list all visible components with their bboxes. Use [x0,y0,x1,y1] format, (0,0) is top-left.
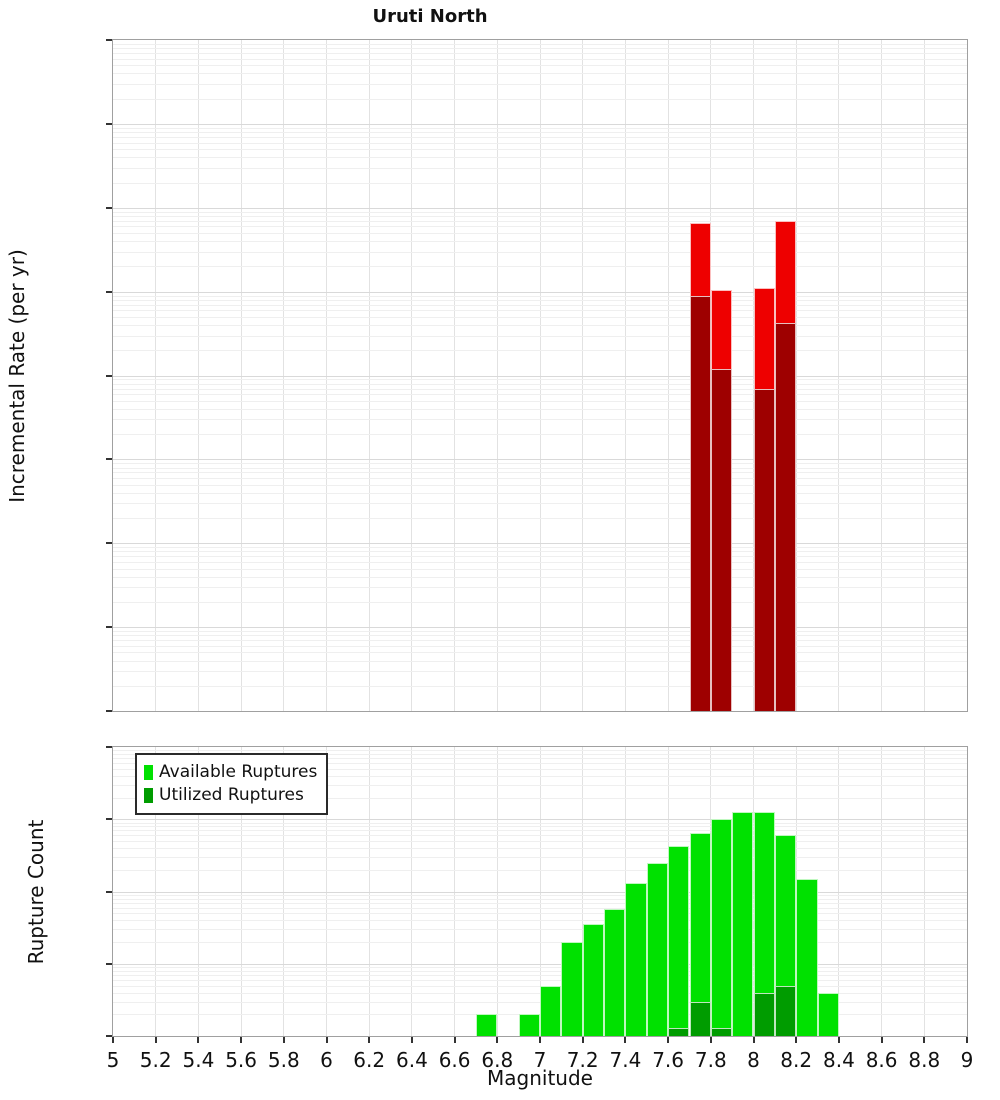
minor-gridline [113,908,967,909]
legend-swatch [144,765,153,780]
bar-utilized-ruptures [711,1028,732,1036]
minor-gridline [113,661,967,662]
x-tick [283,1037,285,1043]
minor-gridline [113,551,967,552]
minor-gridline [113,485,967,486]
minor-gridline [113,472,967,473]
minor-gridline [113,216,967,217]
minor-gridline [113,266,967,267]
x-tick-label: 6.6 [438,1048,471,1072]
x-tick [112,1037,114,1043]
bar-available-ruptures [583,924,604,1036]
x-tick-label: 6.4 [395,1048,428,1072]
x-tick-label: 5.6 [225,1048,257,1072]
minor-gridline [113,503,967,504]
minor-gridline [113,929,967,930]
major-gridline [113,543,967,544]
x-tick [197,1037,199,1043]
y-axis-label-incremental-rate: Incremental Rate (per yr) [5,249,29,503]
minor-gridline [113,895,967,896]
minor-gridline [113,826,967,827]
x-tick [326,1037,328,1043]
x-axis-label-magnitude: Magnitude [487,1066,593,1090]
minor-gridline [113,646,967,647]
bar-available-ruptures [647,863,668,1036]
minor-gridline [113,65,967,66]
y-tick [106,123,112,125]
minor-gridline [113,870,967,871]
x-tick-label: 7.4 [609,1048,642,1072]
minor-gridline [113,379,967,380]
minor-gridline [113,212,967,213]
minor-gridline [113,587,967,588]
x-tick-label: 9 [960,1048,974,1072]
minor-gridline [113,300,967,301]
bar-utilized-ruptures [690,1002,711,1037]
x-tick-label: 8.4 [822,1048,855,1072]
minor-gridline [113,233,967,234]
x-tick-label: 7.6 [652,1048,684,1072]
x-tick [368,1037,370,1043]
chart-title: Uruti North [372,6,488,27]
major-gridline [113,819,967,820]
legend-item-available-ruptures [144,762,317,782]
minor-gridline [113,899,967,900]
minor-gridline [113,652,967,653]
minor-gridline [113,975,967,976]
x-tick [710,1037,712,1043]
y-tick [106,626,112,628]
x-tick-label: 8 [747,1048,760,1072]
minor-gridline [113,99,967,100]
x-tick [753,1037,755,1043]
y-tick [106,375,112,377]
minor-gridline [113,478,967,479]
x-tick-label: 5.4 [182,1048,215,1072]
bar-available-ruptures [625,883,646,1036]
minor-gridline [113,468,967,469]
x-tick [667,1037,669,1043]
minor-gridline [113,221,967,222]
minor-gridline [113,336,967,337]
minor-gridline [113,518,967,519]
minor-gridline [113,183,967,184]
legend-label: Utilized Ruptures [159,785,304,805]
minor-gridline [113,967,967,968]
x-tick-label: 7 [533,1048,547,1072]
x-tick [496,1037,498,1043]
minor-gridline [113,384,967,385]
x-tick-label: 8.6 [865,1048,898,1072]
minor-gridline [113,562,967,563]
minor-gridline [113,317,967,318]
legend [135,753,328,815]
minor-gridline [113,835,967,836]
minor-gridline [113,980,967,981]
bar-nucleation [711,369,732,711]
minor-gridline [113,409,967,410]
minor-gridline [113,631,967,632]
minor-gridline [113,493,967,494]
minor-gridline [113,401,967,402]
minor-gridline [113,830,967,831]
minor-gridline [113,841,967,842]
bar-available-ruptures [519,1014,540,1036]
minor-gridline [113,903,967,904]
x-tick [155,1037,157,1043]
minor-gridline [113,168,967,169]
major-gridline [113,124,967,125]
x-tick [966,1037,968,1043]
x-tick [582,1037,584,1043]
x-tick-label: 8.8 [908,1048,941,1072]
x-tick-label: 7.8 [694,1048,727,1072]
minor-gridline [113,419,967,420]
y-tick [106,39,112,41]
minor-gridline [113,602,967,603]
legend-item-utilized-ruptures [144,785,317,805]
y-tick [106,458,112,460]
bar-available-ruptures [818,993,839,1037]
x-tick-label: 5.8 [267,1048,300,1072]
minor-gridline [113,350,967,351]
major-gridline [113,376,967,377]
bar-available-ruptures [540,986,561,1037]
minor-gridline [113,640,967,641]
minor-gridline [113,53,967,54]
minor-gridline [113,137,967,138]
minor-gridline [113,59,967,60]
bar-available-ruptures [561,942,582,1036]
minor-gridline [113,325,967,326]
minor-gridline [113,848,967,849]
minor-gridline [113,547,967,548]
major-gridline [113,627,967,628]
minor-gridline [113,73,967,74]
minor-gridline [113,463,967,464]
minor-gridline [113,84,967,85]
y-tick [106,746,112,748]
x-tick [454,1037,456,1043]
minor-gridline [113,389,967,390]
minor-gridline [113,226,967,227]
x-tick [838,1037,840,1043]
minor-gridline [113,671,967,672]
x-tick-label: 7.2 [566,1048,599,1072]
bar-nucleation [754,389,775,712]
minor-gridline [113,44,967,45]
x-tick [881,1037,883,1043]
y-tick [106,891,112,893]
minor-gridline [113,823,967,824]
minor-gridline [113,143,967,144]
minor-gridline [113,310,967,311]
minor-gridline [113,394,967,395]
x-tick [240,1037,242,1043]
minor-gridline [113,971,967,972]
x-tick-label: 5 [106,1048,120,1072]
x-tick [411,1037,413,1043]
minor-gridline [113,128,967,129]
y-tick [106,963,112,965]
minor-gridline [113,48,967,49]
x-tick-label: 5.2 [139,1048,172,1072]
minor-gridline [113,296,967,297]
y-tick [106,710,112,712]
major-gridline [113,292,967,293]
bar-utilized-ruptures [754,993,775,1037]
y-tick [106,542,112,544]
major-gridline [113,459,967,460]
major-gridline [113,964,967,965]
y-tick [106,818,112,820]
minor-gridline [113,942,967,943]
minor-gridline [113,305,967,306]
minor-gridline [113,750,967,751]
minor-gridline [113,157,967,158]
major-gridline [113,892,967,893]
minor-gridline [113,577,967,578]
legend-swatch [144,788,153,803]
y-axis-label-rupture-count: Rupture Count [24,819,48,965]
minor-gridline [113,241,967,242]
y-tick [106,291,112,293]
bar-available-ruptures [711,819,732,1036]
minor-gridline [113,686,967,687]
x-tick-label: 6.2 [353,1048,386,1072]
bar-available-ruptures [796,879,817,1036]
bar-available-ruptures [476,1014,497,1036]
minor-gridline [113,149,967,150]
minor-gridline [113,132,967,133]
minor-gridline [113,569,967,570]
minor-gridline [113,635,967,636]
bar-available-ruptures [668,846,689,1036]
major-gridline [113,208,967,209]
minor-gridline [113,252,967,253]
x-tick [539,1037,541,1043]
minor-gridline [113,556,967,557]
legend-label: Available Ruptures [159,762,318,782]
x-tick [923,1037,925,1043]
bar-utilized-ruptures [668,1028,689,1036]
minor-gridline [113,857,967,858]
bar-nucleation [775,323,796,711]
x-tick [795,1037,797,1043]
bar-available-ruptures [604,909,625,1036]
x-tick-label: 6 [320,1048,333,1072]
x-tick [624,1037,626,1043]
x-tick-label: 6.8 [481,1048,514,1072]
bar-available-ruptures [732,812,753,1036]
bar-nucleation [690,296,711,712]
x-tick-label: 8.2 [780,1048,813,1072]
y-tick [106,207,112,209]
minor-gridline [113,913,967,914]
minor-gridline [113,434,967,435]
minor-gridline [113,920,967,921]
bar-utilized-ruptures [775,986,796,1037]
